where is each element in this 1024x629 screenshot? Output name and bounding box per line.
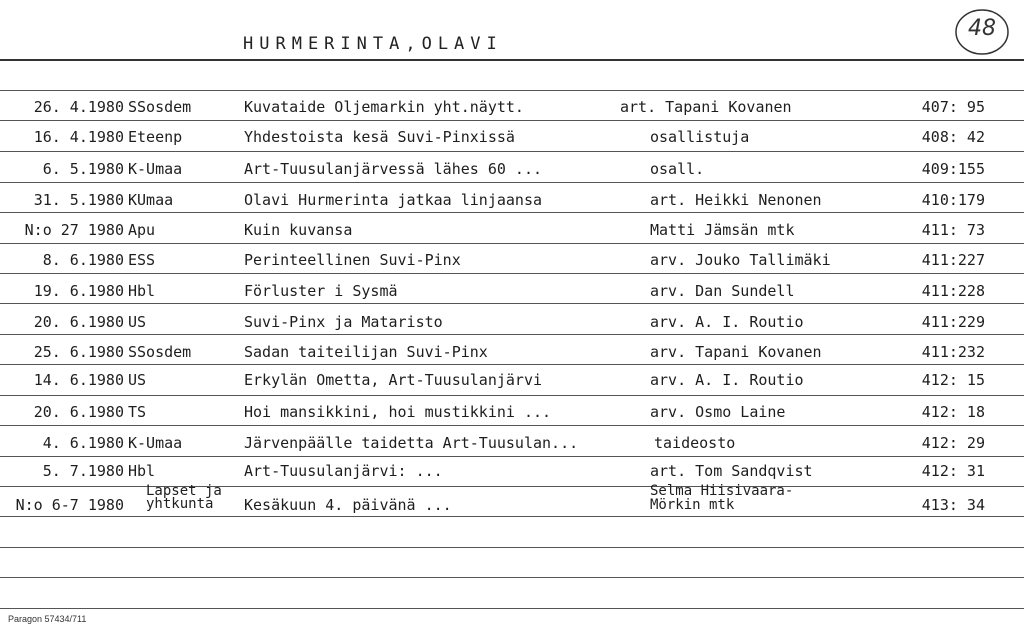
entry-paper: Hbl bbox=[128, 462, 156, 480]
entry-row bbox=[0, 221, 1024, 247]
entry-author: arv. A. I. Routio bbox=[650, 313, 804, 331]
entry-row bbox=[0, 98, 1024, 124]
entry-paper-line1: Lapset ja bbox=[146, 483, 222, 499]
entry-ref: 411:232 bbox=[921, 343, 985, 361]
entry-row bbox=[0, 434, 1024, 460]
rule-line bbox=[0, 547, 1024, 548]
entry-row bbox=[0, 128, 1024, 154]
entry-paper: Apu bbox=[128, 221, 156, 239]
rule-line bbox=[0, 577, 1024, 578]
entry-title: Perinteellinen Suvi-Pinx bbox=[244, 251, 461, 269]
entry-date: 19. 6.1980 bbox=[33, 282, 124, 300]
entry-paper: US bbox=[128, 371, 147, 389]
entry-ref: 408: 42 bbox=[921, 128, 985, 146]
entry-date: 16. 4.1980 bbox=[33, 128, 124, 146]
entry-author: art. Tom Sandqvist bbox=[650, 462, 813, 480]
entry-title: Kuvataide Oljemarkin yht.näytt. bbox=[244, 98, 524, 116]
entry-row bbox=[0, 251, 1024, 277]
card-number-stamp bbox=[953, 6, 1011, 58]
entry-ref: 411:227 bbox=[921, 251, 985, 269]
entry-row bbox=[0, 282, 1024, 308]
entry-row bbox=[0, 343, 1024, 369]
entry-paper: ESS bbox=[128, 251, 156, 269]
entry-author: osallistuja bbox=[650, 128, 750, 146]
entry-date: 5. 7.1980 bbox=[42, 462, 124, 480]
card-heading: HURMERINTA,OLAVI bbox=[243, 34, 503, 54]
entry-ref: 411:229 bbox=[921, 313, 985, 331]
entry-paper: K-Umaa bbox=[128, 160, 183, 178]
entry-title: Art-Tuusulanjärvi: ... bbox=[244, 462, 443, 480]
entry-author-line1: Selma Hiisivaara- bbox=[650, 483, 794, 499]
card-number: 48 bbox=[968, 16, 996, 41]
entry-date: 25. 6.1980 bbox=[33, 343, 124, 361]
entry-paper: K-Umaa bbox=[128, 434, 183, 452]
entry-title: Hoi mansikkini, hoi mustikkini ... bbox=[244, 403, 552, 421]
entry-title: Järvenpäälle taidetta Art-Tuusulan... bbox=[244, 434, 579, 452]
entry-title: Erkylän Ometta, Art-Tuusulanjärvi bbox=[244, 371, 543, 389]
entry-ref: 412: 29 bbox=[921, 434, 985, 452]
entry-row bbox=[0, 191, 1024, 217]
entry-title: Olavi Hurmerinta jatkaa linjaansa bbox=[244, 191, 543, 209]
rule-line bbox=[0, 516, 1024, 517]
entry-ref: 409:155 bbox=[921, 160, 985, 178]
entry-row bbox=[0, 160, 1024, 186]
entry-author: arv. A. I. Routio bbox=[650, 371, 804, 389]
entry-title: Art-Tuusulanjärvessä lähes 60 ... bbox=[244, 160, 543, 178]
entry-ref: 407: 95 bbox=[921, 98, 985, 116]
entry-ref: 411:228 bbox=[921, 282, 985, 300]
entry-paper: SSosdem bbox=[128, 98, 192, 116]
entry-ref: 411: 73 bbox=[921, 221, 985, 239]
entry-author-line2: Mörkin mtk bbox=[650, 497, 735, 513]
entry-author: arv. Jouko Tallimäki bbox=[650, 251, 831, 269]
entry-author: taideosto bbox=[654, 434, 736, 452]
entry-paper-line2: yhtkunta bbox=[146, 496, 214, 512]
rule-line bbox=[0, 59, 1024, 61]
entry-author: arv. Osmo Laine bbox=[650, 403, 786, 421]
entry-date: 20. 6.1980 bbox=[33, 403, 124, 421]
entry-title: Yhdestoista kesä Suvi-Pinxissä bbox=[244, 128, 515, 146]
entry-date: N:o 27 1980 bbox=[24, 221, 124, 239]
entry-date: 6. 5.1980 bbox=[42, 160, 124, 178]
entry-ref: 412: 15 bbox=[921, 371, 985, 389]
entry-paper: Eteenp bbox=[128, 128, 183, 146]
rule-line bbox=[0, 90, 1024, 91]
entry-author: arv. Dan Sundell bbox=[650, 282, 795, 300]
entry-author: art. Tapani Kovanen bbox=[620, 98, 792, 116]
entry-paper: SSosdem bbox=[128, 343, 192, 361]
entry-paper: TS bbox=[128, 403, 147, 421]
entry-row bbox=[0, 371, 1024, 397]
entry-title: Förluster i Sysmä bbox=[244, 282, 398, 300]
entry-paper: US bbox=[128, 313, 147, 331]
entry-author: arv. Tapani Kovanen bbox=[650, 343, 822, 361]
entry-row bbox=[0, 484, 1024, 516]
entry-author: art. Heikki Nenonen bbox=[650, 191, 822, 209]
entry-title: Kuin kuvansa bbox=[244, 221, 353, 239]
entry-title: Suvi-Pinx ja Mataristo bbox=[244, 313, 443, 331]
entry-ref: 410:179 bbox=[921, 191, 985, 209]
rule-line bbox=[0, 608, 1024, 609]
entry-ref: 412: 31 bbox=[921, 462, 985, 480]
printer-imprint: Paragon 57434/711 bbox=[8, 614, 87, 624]
entry-paper: KUmaa bbox=[128, 191, 174, 209]
entry-date: 20. 6.1980 bbox=[33, 313, 124, 331]
entry-author: osall. bbox=[650, 160, 705, 178]
entry-ref: 413: 34 bbox=[921, 496, 985, 514]
entry-title: Sadan taiteilijan Suvi-Pinx bbox=[244, 343, 488, 361]
entry-title: Kesäkuun 4. päivänä ... bbox=[244, 496, 452, 514]
entry-date: 14. 6.1980 bbox=[33, 371, 124, 389]
entry-date: 4. 6.1980 bbox=[42, 434, 124, 452]
entry-paper: Hbl bbox=[128, 282, 156, 300]
entry-date: 31. 5.1980 bbox=[33, 191, 124, 209]
entry-date: N:o 6-7 1980 bbox=[15, 496, 124, 514]
entry-author: Matti Jämsän mtk bbox=[650, 221, 795, 239]
entry-date: 8. 6.1980 bbox=[42, 251, 124, 269]
entry-row bbox=[0, 313, 1024, 339]
entry-date: 26. 4.1980 bbox=[33, 98, 124, 116]
entry-row bbox=[0, 403, 1024, 429]
entry-ref: 412: 18 bbox=[921, 403, 985, 421]
